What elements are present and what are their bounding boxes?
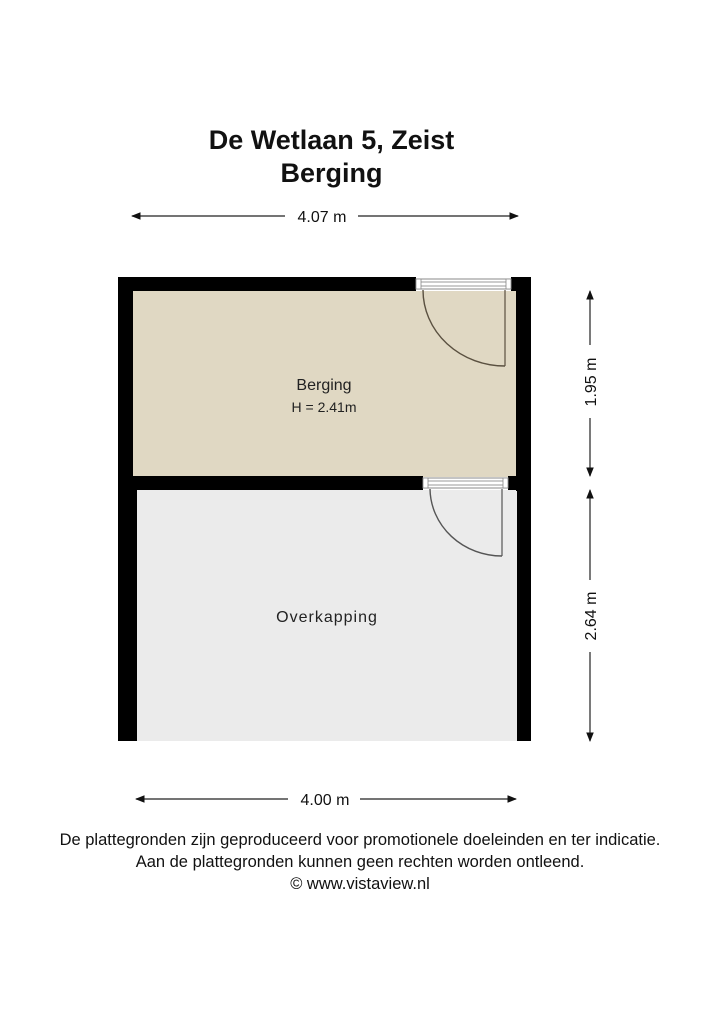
disclaimer-line-2: Aan de plattegronden kunnen geen rechten worden ontleend.	[135, 853, 585, 871]
dimension-lower-height-label: 2.64 m	[583, 591, 600, 641]
dimension-bottom-width	[136, 792, 516, 809]
dimension-upper-height-label: 1.95 m	[583, 357, 600, 407]
dimension-top-width-label: 4.07 m	[297, 209, 347, 226]
room-label-berging: Berging	[296, 377, 352, 394]
dimension-upper-height	[583, 291, 600, 476]
room-height-berging: H = 2.41m	[291, 399, 357, 415]
dimension-bottom-width-label: 4.00 m	[300, 792, 350, 809]
room-label-overkapping: Overkapping	[276, 609, 378, 626]
copyright-link[interactable]: © www.vistaview.nl	[290, 875, 430, 893]
disclaimer-line-1: De plattegronden zijn geproduceerd voor promotionele doeleinden en ter indicatie.	[59, 831, 661, 849]
dimension-lower-height	[583, 490, 600, 741]
dimension-top-width	[132, 209, 518, 226]
plan-title-address: De Wetlaan 5, Zeist	[208, 125, 455, 155]
plan-title-floor: Berging	[280, 158, 383, 188]
